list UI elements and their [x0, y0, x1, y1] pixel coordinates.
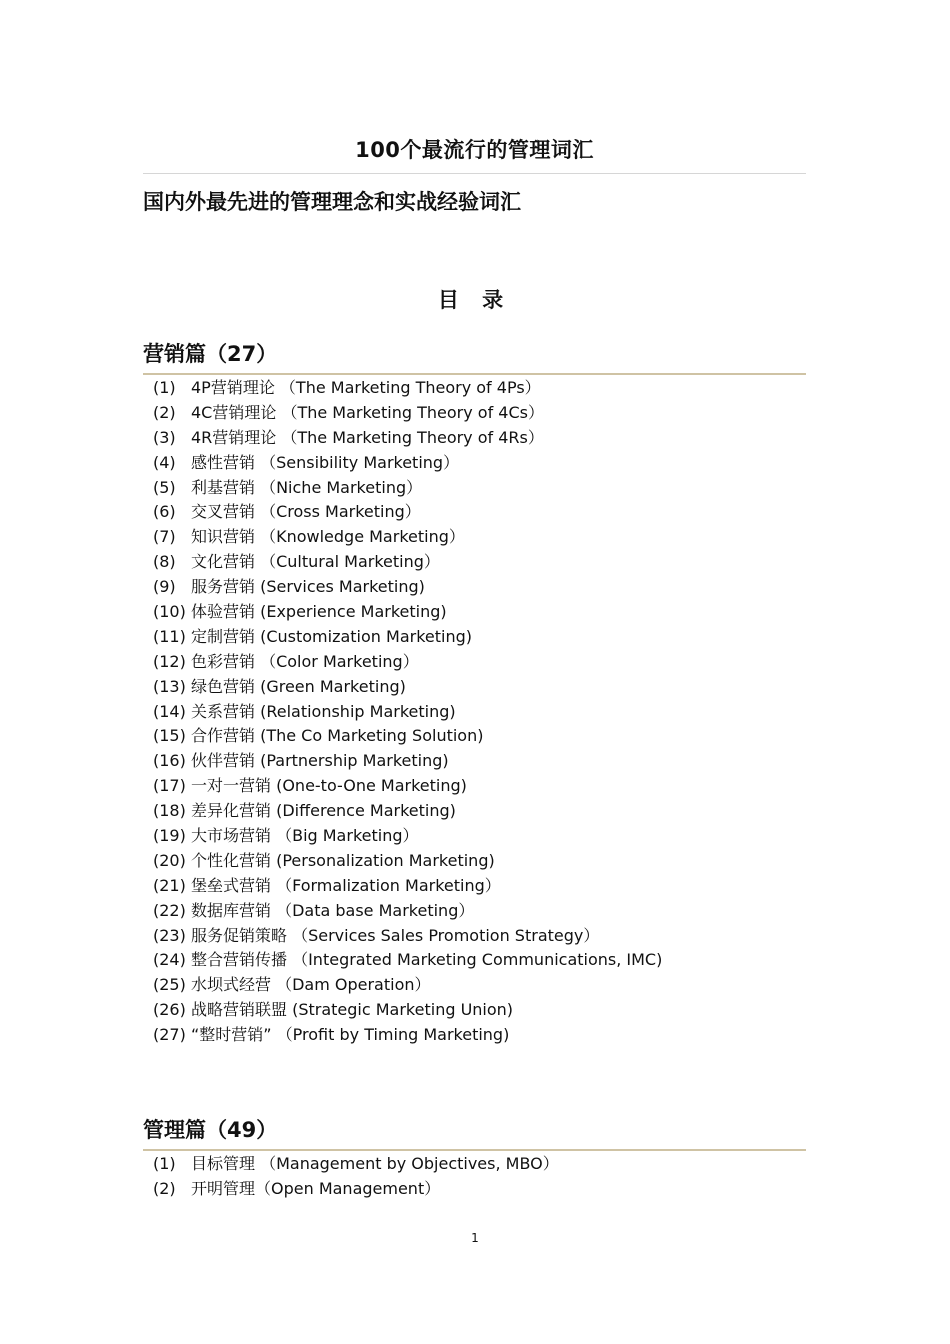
toc-item-number: (21): [153, 875, 186, 895]
toc-item-number: (14): [153, 701, 186, 721]
toc-item-text: “整时营销” （Profit by Timing Marketing): [191, 1025, 510, 1045]
toc-item-number: (17): [153, 776, 186, 796]
toc-item-text: 水坝式经营 （Dam Operation）: [191, 975, 431, 995]
toc-item-text: 文化营销 （Cultural Marketing）: [191, 552, 440, 572]
toc-item-number: (20): [153, 850, 186, 870]
toc-item-text: 一对一营销 (One-to-One Marketing): [191, 776, 467, 796]
toc-item-text: 感性营销 （Sensibility Marketing）: [191, 452, 460, 472]
toc-item: [143, 625, 806, 650]
section-heading: 管理篇（49）: [143, 1118, 278, 1142]
toc-item-number: (1): [153, 1154, 176, 1173]
toc-item-text: 4P营销理论 （The Marketing Theory of 4Ps）: [191, 378, 541, 397]
toc-item-number: (18): [153, 801, 186, 821]
toc-item-number: (25): [153, 975, 186, 995]
toc-item: [143, 899, 806, 924]
toc-item-number: (8): [153, 552, 176, 572]
toc-item-number: (24): [153, 950, 186, 970]
toc-item: [143, 774, 806, 799]
toc-item-text: 色彩营销 （Color Marketing）: [191, 651, 419, 671]
toc-item: [143, 824, 806, 849]
toc-item: [143, 376, 806, 401]
toc-item-text: 交叉营销 （Cross Marketing）: [191, 502, 421, 522]
toc-item: [143, 700, 806, 725]
toc-item-text: 服务营销 (Services Marketing): [191, 577, 425, 597]
toc-item-text: 数据库营销 （Data base Marketing）: [191, 900, 475, 920]
toc-item: [143, 525, 806, 550]
toc-item-text: 伙伴营销 (Partnership Marketing): [191, 751, 449, 771]
toc-item-number: (15): [153, 726, 186, 746]
toc-item-number: (6): [153, 502, 176, 522]
toc-item: [143, 1023, 806, 1048]
toc-item-number: (4): [153, 452, 176, 472]
toc-item-number: (23): [153, 925, 186, 945]
toc-item-text: 4C营销理论 （The Marketing Theory of 4Cs）: [191, 402, 544, 422]
toc-item: [143, 401, 806, 426]
toc-item-number: (27): [153, 1025, 186, 1045]
section-divider: [143, 1149, 806, 1151]
toc-item: [143, 749, 806, 774]
toc-item-text: 开明管理（Open Management）: [191, 1178, 441, 1198]
section-management: [143, 1116, 806, 1202]
section-divider: [143, 373, 806, 375]
toc-item-number: (13): [153, 676, 186, 696]
toc-item-number: (7): [153, 527, 176, 547]
toc-item-number: (10): [153, 602, 186, 622]
toc-item: [143, 675, 806, 700]
toc-item-text: 体验营销 (Experience Marketing): [191, 602, 447, 622]
toc-item-text: 差异化营销 (Difference Marketing): [191, 801, 456, 821]
toc-item: [143, 476, 806, 501]
toc-item-number: (22): [153, 900, 186, 920]
toc-item-text: 绿色营销 (Green Marketing): [191, 676, 406, 696]
toc-item-number: (26): [153, 1000, 186, 1020]
toc-item-text: 定制营销 (Customization Marketing): [191, 626, 472, 646]
toc-item-text: 整合营销传播 （Integrated Marketing Communications, IMC): [191, 950, 663, 970]
toc-item-number: (9): [153, 577, 176, 597]
toc-item-text: 服务促销策略 （Services Sales Promotion Strategy）: [191, 925, 600, 945]
toc-item: [143, 874, 806, 899]
toc-item-text: 目标管理 （Management by Objectives, MBO）: [191, 1154, 559, 1173]
toc-item: [143, 550, 806, 575]
toc-item: [143, 924, 806, 949]
title-divider: [143, 173, 806, 174]
toc-item-number: (11): [153, 626, 186, 646]
toc-item-text: 知识营销 （Knowledge Marketing）: [191, 527, 465, 547]
page-number: 1: [471, 1231, 479, 1245]
toc-item: [143, 1177, 806, 1202]
toc-item-text: 利基营销 （Niche Marketing）: [191, 477, 423, 497]
toc-item: [143, 724, 806, 749]
toc-item: [143, 650, 806, 675]
toc-item: [143, 849, 806, 874]
toc-item-text: 4R营销理论 （The Marketing Theory of 4Rs）: [191, 427, 544, 447]
toc-item-number: (12): [153, 651, 186, 671]
section-heading: 营销篇（27）: [143, 342, 278, 366]
document-subtitle: 国内外最先进的管理理念和实战经验词汇: [143, 190, 521, 214]
toc-item-number: (16): [153, 751, 186, 771]
toc-item: [143, 948, 806, 973]
toc-item: [143, 426, 806, 451]
toc-item-text: 关系营销 (Relationship Marketing): [191, 701, 456, 721]
toc-item-number: (1): [153, 378, 176, 397]
toc-heading: 目 录: [437, 288, 512, 312]
toc-item: [143, 500, 806, 525]
document-title: 100个最流行的管理词汇: [355, 138, 594, 162]
toc-item-number: (3): [153, 427, 176, 447]
toc-item-text: 堡垒式营销 （Formalization Marketing）: [191, 875, 501, 895]
toc-item-text: 大市场营销 （Big Marketing）: [191, 826, 419, 846]
toc-item: [143, 998, 806, 1023]
toc-item-text: 合作营销 (The Co Marketing Solution): [191, 726, 484, 746]
toc-item-number: (2): [153, 1178, 176, 1198]
toc-item-number: (2): [153, 402, 176, 422]
toc-item-number: (5): [153, 477, 176, 497]
toc-item: [143, 1152, 806, 1177]
toc-item-text: 战略营销联盟 (Strategic Marketing Union): [191, 1000, 514, 1020]
toc-item: [143, 600, 806, 625]
toc-item: [143, 799, 806, 824]
toc-item: [143, 451, 806, 476]
toc-item-text: 个性化营销 (Personalization Marketing): [191, 850, 495, 870]
toc-item: [143, 575, 806, 600]
section-marketing: [143, 340, 806, 1048]
toc-item-number: (19): [153, 826, 186, 846]
toc-item: [143, 973, 806, 998]
